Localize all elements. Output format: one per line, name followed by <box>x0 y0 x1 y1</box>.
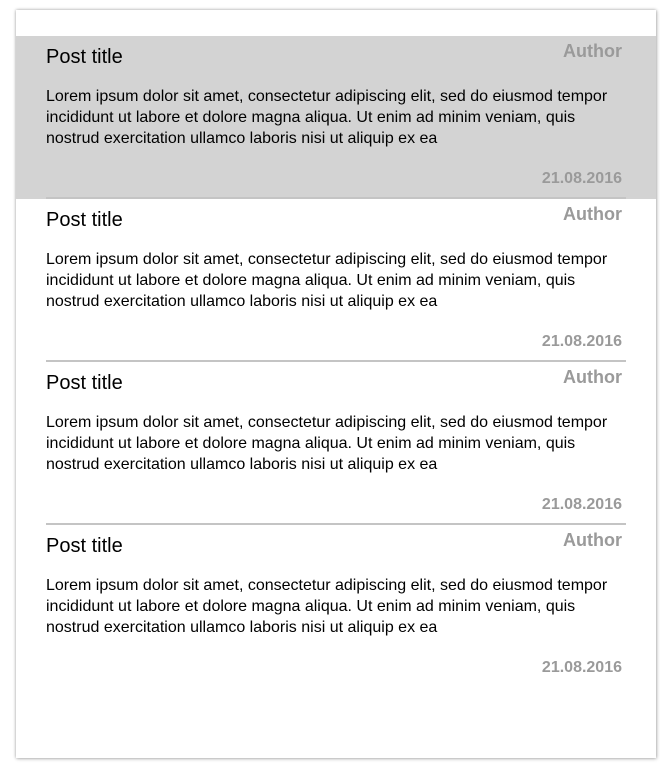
post-list-panel <box>16 10 656 758</box>
post-item[interactable] <box>16 199 656 362</box>
post-title: Post title <box>46 535 123 557</box>
post-author: Author <box>563 367 622 387</box>
post-item[interactable] <box>16 362 656 525</box>
post-author: Author <box>563 41 622 61</box>
post-title: Post title <box>46 209 123 231</box>
post-date: 21.08.2016 <box>541 496 622 513</box>
post-item[interactable] <box>16 525 656 688</box>
post-author: Author <box>563 530 622 550</box>
post-date: 21.08.2016 <box>541 170 622 187</box>
post-title: Post title <box>46 46 123 68</box>
post-item[interactable] <box>16 36 656 199</box>
post-body: Lorem ipsum dolor sit amet, consectetur adipiscing elit, sed do eiusmod tempor incididunt ut labore et dolore magna aliqua. Ut enim ad minim veniam, quis nostrud exercitation ullamco laboris nisi ut aliquip ex ea <box>46 251 608 310</box>
post-date: 21.08.2016 <box>541 659 622 676</box>
post-body: Lorem ipsum dolor sit amet, consectetur adipiscing elit, sed do eiusmod tempor incididunt ut labore et dolore magna aliqua. Ut enim ad minim veniam, quis nostrud exercitation ullamco laboris nisi ut aliquip ex ea <box>46 414 608 473</box>
post-date: 21.08.2016 <box>541 333 622 350</box>
post-title: Post title <box>46 372 123 394</box>
post-list <box>16 36 656 688</box>
post-author: Author <box>563 204 622 224</box>
post-body: Lorem ipsum dolor sit amet, consectetur adipiscing elit, sed do eiusmod tempor incididunt ut labore et dolore magna aliqua. Ut enim ad minim veniam, quis nostrud exercitation ullamco laboris nisi ut aliquip ex ea <box>46 88 608 147</box>
post-body: Lorem ipsum dolor sit amet, consectetur adipiscing elit, sed do eiusmod tempor incididunt ut labore et dolore magna aliqua. Ut enim ad minim veniam, quis nostrud exercitation ullamco laboris nisi ut aliquip ex ea <box>46 577 608 636</box>
